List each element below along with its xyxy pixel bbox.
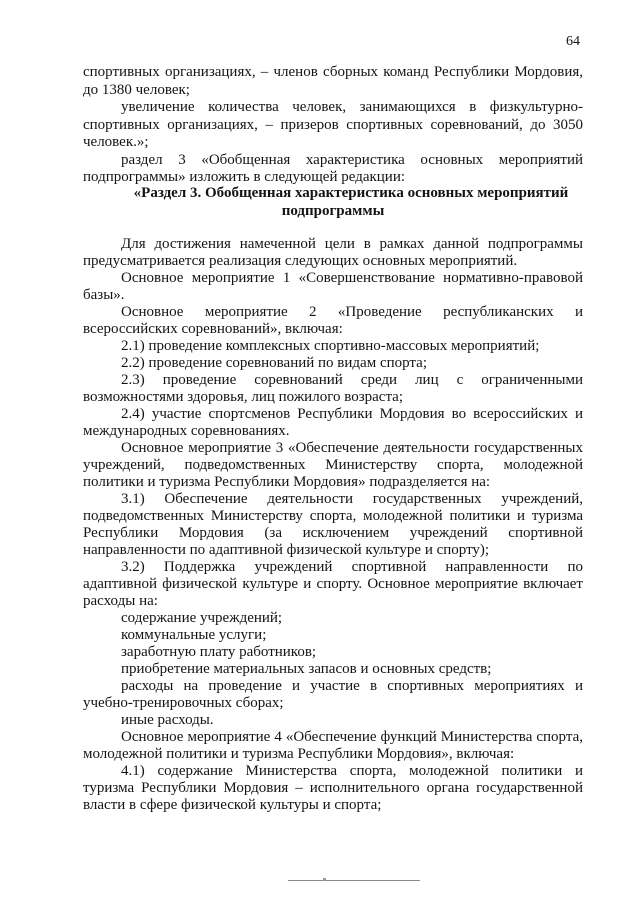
text-line: власти в сфере физической культуры и спорта; bbox=[83, 796, 382, 813]
text-line: международных соревнованиях. bbox=[83, 422, 290, 439]
text-line: политики и туризма Республики Мордовия» подразделяется на: bbox=[83, 473, 491, 490]
section-body bbox=[83, 236, 583, 814]
text-line: расходы на проведение и участие в спортивных мероприятиях и bbox=[121, 677, 583, 694]
heading-line: подпрограммы bbox=[281, 203, 385, 219]
text-line: туризма Республики Мордовия – исполнительного органа государственной bbox=[83, 779, 583, 796]
page-number: 64 bbox=[566, 34, 580, 49]
text-line: учебно-тренировочных сборах; bbox=[83, 694, 284, 711]
text-line: Основное мероприятие 1 «Совершенствование нормативно-правовой bbox=[121, 269, 583, 286]
text-line: молодежной политики и туризма Республики Мордовия», включая: bbox=[83, 745, 515, 762]
text-line: спортивных организациях, – членов сборных команд Республики Мордовия, bbox=[83, 64, 583, 80]
text-line: Республики Мордовия (за исключением учреждений спортивной bbox=[83, 524, 583, 541]
intro-text bbox=[83, 64, 583, 187]
text-line: Основное мероприятие 4 «Обеспечение функций Министерства спорта, bbox=[121, 728, 583, 745]
text-line: заработную плату работников; bbox=[121, 643, 317, 660]
text-line: подпрограммы» изложить в следующей редакции: bbox=[83, 169, 406, 185]
text-line: приобретение материальных запасов и основных средств; bbox=[121, 660, 492, 677]
text-line: до 1380 человек; bbox=[83, 81, 190, 98]
text-line: базы». bbox=[83, 286, 125, 303]
text-line: адаптивной физической культуре и спорту. Основное мероприятие включает bbox=[83, 575, 583, 592]
text-line: учреждений, подведомственных Министерству спорта, молодежной bbox=[83, 456, 583, 473]
text-line: содержание учреждений; bbox=[121, 609, 283, 626]
scan-artifact-dot bbox=[323, 878, 326, 881]
text-line: увеличение количества человек, занимающихся в физкультурно- bbox=[121, 99, 583, 115]
text-line: иные расходы. bbox=[121, 711, 214, 728]
text-line: 3.1) Обеспечение деятельности государственных учреждений, bbox=[121, 490, 583, 507]
section-heading bbox=[83, 184, 583, 220]
text-line: всероссийских соревнований», включая: bbox=[83, 320, 343, 337]
text-line: 2.2) проведение соревнований по видам спорта; bbox=[121, 354, 427, 371]
text-line: возможностями здоровья, лиц пожилого возраста; bbox=[83, 388, 404, 405]
scan-artifact-line bbox=[288, 880, 420, 881]
text-line: 2.1) проведение комплексных спортивно-массовых мероприятий; bbox=[121, 337, 540, 354]
text-line: расходы на: bbox=[83, 592, 158, 609]
text-line: Для достижения намеченной цели в рамках данной подпрограммы bbox=[121, 235, 583, 252]
text-line: подведомственных Министерству спорта, молодежной политики и туризма bbox=[83, 507, 583, 524]
text-line: Основное мероприятие 2 «Проведение республиканских и bbox=[121, 303, 583, 320]
text-line: Основное мероприятие 3 «Обеспечение деятельности государственных bbox=[121, 439, 583, 456]
text-line: направленности по адаптивной физической культуре и спорту); bbox=[83, 541, 490, 558]
text-line: спортивных организациях, – призеров спортивных соревнований, до 3050 bbox=[83, 116, 583, 133]
text-line: 3.2) Поддержка учреждений спортивной направленности по bbox=[121, 558, 583, 575]
heading-line: «Раздел 3. Обобщенная характеристика основных мероприятий bbox=[133, 185, 569, 201]
text-line: коммунальные услуги; bbox=[121, 626, 267, 643]
text-line: 2.4) участие спортсменов Республики Мордовия во всероссийских и bbox=[121, 405, 583, 422]
text-line: раздел 3 «Обобщенная характеристика основных мероприятий bbox=[121, 151, 583, 168]
text-line: предусматривается реализация следующих основных мероприятий. bbox=[83, 252, 518, 269]
text-line: человек.»; bbox=[83, 134, 149, 150]
text-line: 4.1) содержание Министерства спорта, молодежной политики и bbox=[121, 762, 583, 779]
text-line: 2.3) проведение соревнований среди лиц с ограниченными bbox=[121, 371, 583, 388]
